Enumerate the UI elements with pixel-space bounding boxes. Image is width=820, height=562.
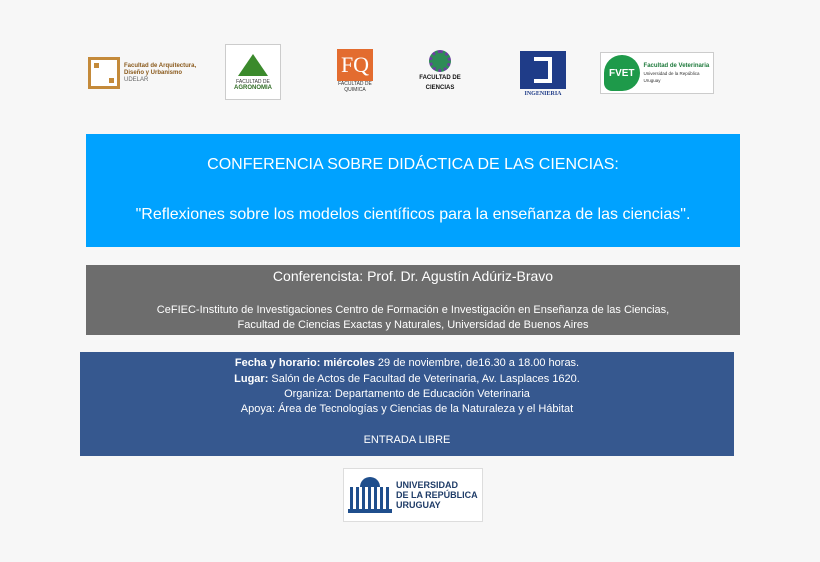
arquitectura-logo bbox=[88, 54, 212, 92]
agronomia-triangle-icon bbox=[238, 54, 268, 76]
date-label: Fecha y horario: miércoles bbox=[234, 357, 375, 369]
conference-title: CONFERENCIA SOBRE DIDÁCTICA DE LAS CIENCIAS: bbox=[207, 156, 619, 173]
entry-text: ENTRADA LIBRE bbox=[363, 434, 451, 446]
conference-subtitle: "Reflexiones sobre los modelos científicos para la enseñanza de las ciencias". bbox=[135, 206, 691, 223]
ingenieria-logo bbox=[518, 49, 568, 99]
fvet-badge: FVET bbox=[604, 55, 640, 91]
quimica-logo bbox=[336, 44, 374, 98]
veterinaria-logo-line1: Facultad de Veterinaria bbox=[643, 62, 710, 69]
date-value: 29 de noviembre, de16.30 a 18.00 horas. bbox=[374, 357, 580, 369]
speaker-box bbox=[86, 265, 740, 335]
place-value: Salón de Actos de Facultad de Veterinaria, Av. Lasplaces 1620. bbox=[268, 373, 580, 385]
agronomia-logo-line1: FACULTAD DE bbox=[236, 78, 270, 85]
ciencias-emblem-icon bbox=[429, 50, 451, 72]
ciencias-logo-line2: CIENCIAS bbox=[425, 85, 455, 91]
place-row bbox=[80, 373, 734, 385]
university-line3: URUGUAY bbox=[396, 500, 441, 510]
agronomia-logo-line2: AGRONOMIA bbox=[234, 84, 272, 91]
university-building-icon bbox=[348, 475, 392, 515]
veterinaria-logo bbox=[600, 52, 714, 94]
ingenieria-emblem-icon bbox=[520, 51, 566, 89]
speaker-affiliation-1: CeFIEC-Instituto de Investigaciones Centro de Formación e Investigación en Enseñanza de las Ciencias, bbox=[156, 304, 670, 316]
quimica-logo-line1: FACULTAD DE bbox=[338, 81, 372, 87]
arquitectura-mark-icon bbox=[88, 57, 120, 89]
arquitectura-logo-line1: Facultad de Arquitectura, bbox=[124, 62, 197, 69]
place-label: Lugar: bbox=[234, 373, 269, 385]
apoya-text: Apoya: Área de Tecnologías y Ciencias de la Naturaleza y el Hábitat bbox=[240, 403, 574, 415]
speaker-affiliation-2: Facultad de Ciencias Exactas y Naturales, Universidad de Buenos Aires bbox=[237, 319, 589, 331]
conference-title-box bbox=[86, 134, 740, 247]
arquitectura-logo-line2: Diseño y Urbanismo bbox=[124, 69, 183, 76]
agronomia-logo bbox=[225, 44, 281, 100]
university-line1: UNIVERSIDAD bbox=[396, 480, 459, 490]
quimica-mark: FQ bbox=[337, 49, 373, 81]
veterinaria-logo-line2: Universidad de la República Uruguay bbox=[643, 70, 700, 83]
organiza-text: Organiza: Departamento de Educación Veterinaria bbox=[284, 388, 530, 400]
ciencias-logo-line1: FACULTAD DE bbox=[419, 75, 461, 81]
ingenieria-logo-line1: INGENIERIA bbox=[524, 91, 562, 97]
arquitectura-logo-line3: UDELAR bbox=[124, 76, 149, 83]
speaker-name: Conferencista: Prof. Dr. Agustín Adúriz-Bravo bbox=[272, 268, 554, 284]
university-line2: DE LA REPÚBLICA bbox=[396, 490, 478, 500]
ciencias-logo bbox=[418, 42, 462, 100]
udelar-logo bbox=[343, 468, 483, 522]
event-details-box bbox=[80, 352, 734, 456]
quimica-logo-line2: QUIMICA bbox=[344, 87, 366, 93]
date-row bbox=[80, 357, 734, 369]
